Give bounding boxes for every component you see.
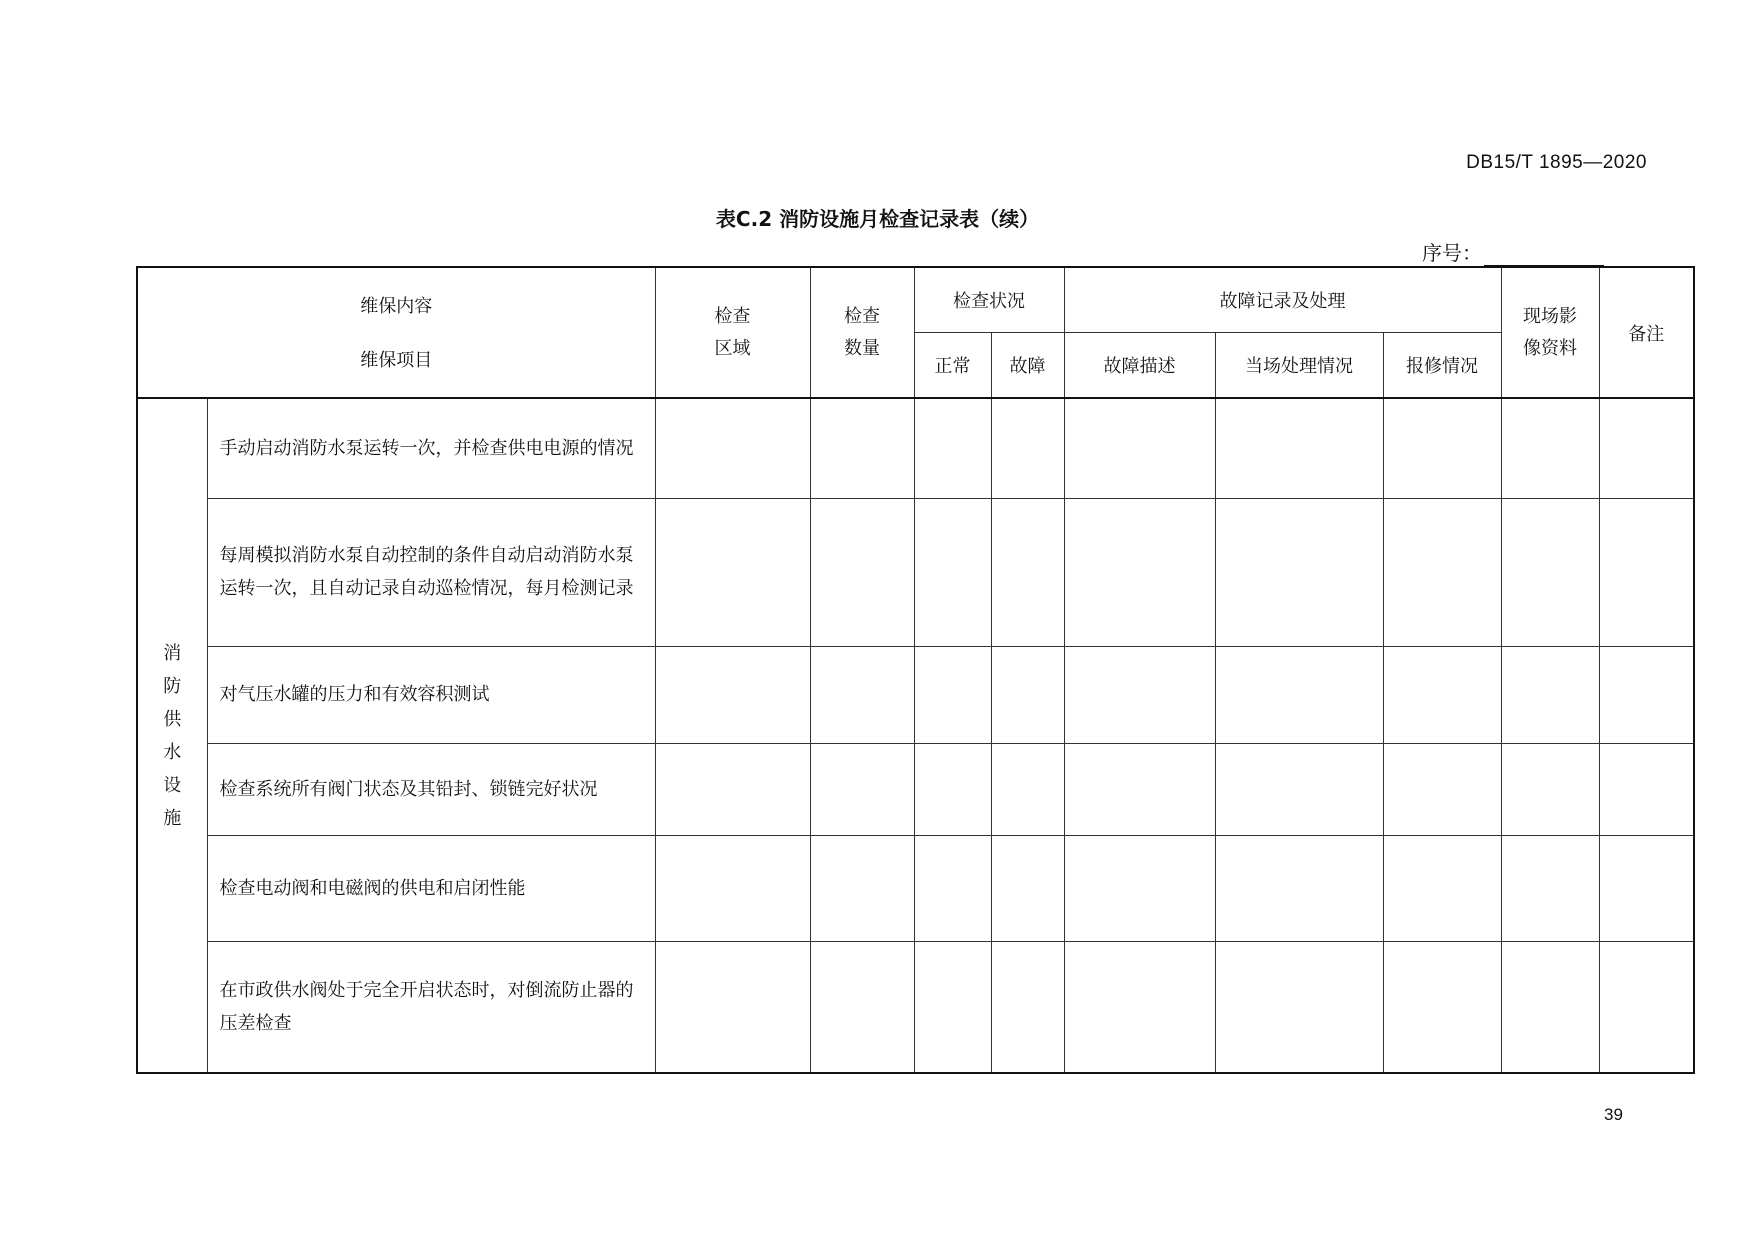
table-title: 表C.2 消防设施月检查记录表（续）: [715, 207, 1040, 231]
inspection-quantity-cell[interactable]: [810, 498, 914, 646]
header-site-images-label: 现场影 像资料: [1523, 305, 1578, 359]
inspection-area-cell[interactable]: [655, 398, 810, 498]
repair-report-cell[interactable]: [1383, 398, 1501, 498]
inspection-area-cell[interactable]: [655, 941, 810, 1073]
status-fault-cell[interactable]: [991, 941, 1064, 1073]
inspection-quantity-cell[interactable]: [810, 835, 914, 941]
repair-report-cell[interactable]: [1383, 835, 1501, 941]
header-fault-description: 故障描述: [1064, 333, 1215, 399]
group-char: 设: [163, 774, 182, 796]
serial-number-label: 序号：: [1422, 241, 1482, 265]
header-repair-report: 报修情况: [1383, 333, 1501, 399]
maintenance-item: 检查系统所有阀门状态及其铅封、锁链完好状况: [207, 743, 655, 835]
onsite-handling-cell[interactable]: [1215, 498, 1383, 646]
site-images-cell[interactable]: [1501, 743, 1599, 835]
status-fault-cell[interactable]: [991, 743, 1064, 835]
table-row: [137, 743, 1694, 835]
inspection-quantity-cell[interactable]: [810, 941, 914, 1073]
standard-code: DB15/T 1895—2020: [1466, 152, 1647, 173]
header-maintenance-content: 维保内容: [360, 296, 433, 317]
header-status-fault: 故障: [991, 333, 1064, 399]
fault-description-cell[interactable]: [1064, 941, 1215, 1073]
group-fire-water-supply: [137, 398, 207, 1073]
table-row: [137, 498, 1694, 646]
status-normal-cell[interactable]: [914, 398, 991, 498]
onsite-handling-cell[interactable]: [1215, 743, 1383, 835]
table-row: [137, 646, 1694, 743]
onsite-handling-cell[interactable]: [1215, 398, 1383, 498]
group-char: 供: [163, 708, 182, 730]
repair-report-cell[interactable]: [1383, 498, 1501, 646]
remarks-cell[interactable]: [1599, 941, 1694, 1073]
fault-description-cell[interactable]: [1064, 646, 1215, 743]
remarks-cell[interactable]: [1599, 743, 1694, 835]
header-site-images: [1501, 267, 1599, 398]
inspection-area-cell[interactable]: [655, 646, 810, 743]
repair-report-cell[interactable]: [1383, 646, 1501, 743]
status-normal-cell[interactable]: [914, 941, 991, 1073]
fault-description-cell[interactable]: [1064, 835, 1215, 941]
inspection-area-cell[interactable]: [655, 835, 810, 941]
header-maintenance-item: 维保项目: [360, 350, 433, 371]
maintenance-item: 检查电动阀和电磁阀的供电和启闭性能: [207, 835, 655, 941]
header-status-normal: 正常: [914, 333, 991, 399]
status-fault-cell[interactable]: [991, 835, 1064, 941]
group-char: 防: [163, 675, 182, 697]
page-number: 39: [1604, 1105, 1623, 1124]
fault-description-cell[interactable]: [1064, 743, 1215, 835]
header-remarks: 备注: [1599, 267, 1694, 398]
repair-report-cell[interactable]: [1383, 941, 1501, 1073]
site-images-cell[interactable]: [1501, 941, 1599, 1073]
status-fault-cell[interactable]: [991, 398, 1064, 498]
remarks-cell[interactable]: [1599, 646, 1694, 743]
header-inspection-area: [655, 267, 810, 398]
onsite-handling-cell[interactable]: [1215, 941, 1383, 1073]
group-char: 施: [163, 807, 182, 829]
header-inspection-quantity-label: 检查 数量: [844, 305, 880, 359]
maintenance-item: 在市政供水阀处于完全开启状态时，对倒流防止器的压差检查: [207, 941, 655, 1073]
site-images-cell[interactable]: [1501, 398, 1599, 498]
serial-number-blank[interactable]: [1484, 247, 1604, 266]
site-images-cell[interactable]: [1501, 498, 1599, 646]
table-row: [137, 835, 1694, 941]
group-char: 水: [163, 741, 182, 763]
onsite-handling-cell[interactable]: [1215, 835, 1383, 941]
inspection-quantity-cell[interactable]: [810, 398, 914, 498]
header-inspection-status: 检查状况: [914, 267, 1064, 333]
header-fault-record: 故障记录及处理: [1064, 267, 1501, 333]
status-normal-cell[interactable]: [914, 498, 991, 646]
site-images-cell[interactable]: [1501, 646, 1599, 743]
status-normal-cell[interactable]: [914, 743, 991, 835]
inspection-quantity-cell[interactable]: [810, 646, 914, 743]
header-inspection-area-label: 检查 区域: [714, 305, 751, 359]
status-normal-cell[interactable]: [914, 646, 991, 743]
inspection-record-table: [136, 266, 1695, 1074]
maintenance-item: 对气压水罐的压力和有效容积测试: [207, 646, 655, 743]
status-normal-cell[interactable]: [914, 835, 991, 941]
remarks-cell[interactable]: [1599, 398, 1694, 498]
inspection-quantity-cell[interactable]: [810, 743, 914, 835]
header-inspection-quantity: [810, 267, 914, 398]
table-row: [137, 398, 1694, 498]
fault-description-cell[interactable]: [1064, 498, 1215, 646]
inspection-area-cell[interactable]: [655, 498, 810, 646]
header-onsite-handling: 当场处理情况: [1215, 333, 1383, 399]
header-maintenance-content-item: [137, 267, 655, 398]
fault-description-cell[interactable]: [1064, 398, 1215, 498]
site-images-cell[interactable]: [1501, 835, 1599, 941]
status-fault-cell[interactable]: [991, 646, 1064, 743]
onsite-handling-cell[interactable]: [1215, 646, 1383, 743]
status-fault-cell[interactable]: [991, 498, 1064, 646]
maintenance-item: 每周模拟消防水泵自动控制的条件自动启动消防水泵运转一次，且自动记录自动巡检情况，每月检测记录: [207, 498, 655, 646]
remarks-cell[interactable]: [1599, 498, 1694, 646]
maintenance-item: 手动启动消防水泵运转一次，并检查供电电源的情况: [207, 398, 655, 498]
repair-report-cell[interactable]: [1383, 743, 1501, 835]
inspection-area-cell[interactable]: [655, 743, 810, 835]
serial-number-field: [1422, 237, 1604, 266]
table-row: [137, 941, 1694, 1073]
remarks-cell[interactable]: [1599, 835, 1694, 941]
group-char: 消: [163, 642, 182, 664]
